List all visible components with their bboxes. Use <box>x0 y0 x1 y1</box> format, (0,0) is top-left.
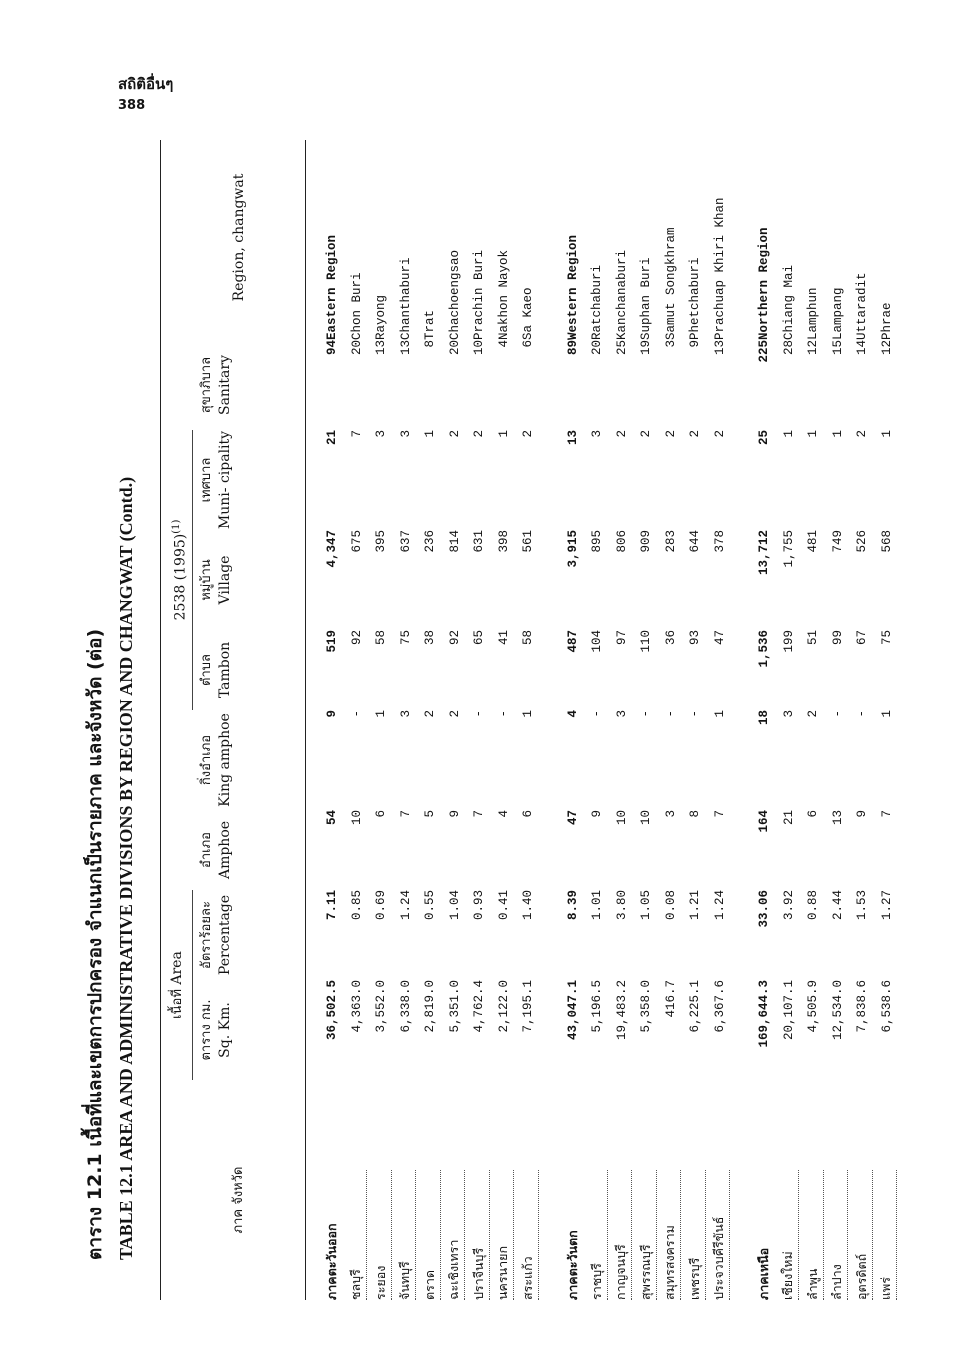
amphoe-count: 6 <box>374 810 389 818</box>
village-count: 749 <box>830 530 845 553</box>
section-label: สถิติอื่นๆ <box>118 75 174 93</box>
area-percentage: 1.24 <box>398 890 413 921</box>
area-sqkm: 20,107.1 <box>781 980 796 1041</box>
area-sqkm: 169,644.3 <box>757 980 772 1048</box>
header-bottom-rule <box>305 140 306 1300</box>
changwat-thai: ภาคเหนือ <box>758 1247 773 1300</box>
changwat-thai: ตราด <box>418 1100 443 1300</box>
area-sqkm: 12,534.0 <box>830 980 845 1041</box>
table-row <box>345 140 370 1300</box>
amphoe-count: 21 <box>781 810 796 826</box>
king-amphoe-count: - <box>590 710 605 718</box>
header-region-english: Region, changwat <box>231 173 247 302</box>
king-amphoe-count: 1 <box>374 710 389 718</box>
changwat-thai: สมุทรสงคราม <box>659 1100 684 1300</box>
table-row <box>708 140 733 1300</box>
king-amphoe-count: 2 <box>447 710 462 718</box>
header-amphoe: อำเภอ Amphoe <box>199 820 233 880</box>
table-row <box>492 140 517 1300</box>
header-year-group: 2538 $(1995)^{(1)}$ <box>171 519 189 621</box>
table-titles <box>80 477 137 1260</box>
sanitary-count: 3 <box>663 340 678 348</box>
municipality-count: 2 <box>663 430 678 438</box>
table-row <box>777 140 802 1300</box>
village-count: 909 <box>639 530 654 553</box>
table-row <box>683 140 708 1300</box>
village-count: 1,755 <box>781 530 796 568</box>
header-area-group: เนื้อที่ Area <box>169 951 185 1019</box>
sanitary-count: 89 <box>565 340 580 356</box>
tambon-count: 199 <box>781 630 796 653</box>
changwat-thai: ประจวบคีรีขันธ์ <box>708 1100 733 1300</box>
amphoe-count: 10 <box>349 810 364 826</box>
tambon-count: 36 <box>663 630 678 646</box>
area-sqkm: 43,047.1 <box>565 980 580 1041</box>
table-row <box>467 140 492 1300</box>
amphoe-count: 13 <box>830 810 845 826</box>
page-number: 388 <box>118 98 146 113</box>
tambon-count: 99 <box>830 630 845 646</box>
sanitary-count: 6 <box>521 340 536 348</box>
changwat-english: Phetchaburi <box>688 257 703 340</box>
amphoe-count: 54 <box>325 810 340 826</box>
area-percentage: 0.93 <box>472 890 487 921</box>
data-table <box>320 140 899 1300</box>
tambon-count: 97 <box>614 630 629 646</box>
village-count: 236 <box>423 530 438 553</box>
top-rule <box>160 140 161 1300</box>
area-sqkm: 4,363.0 <box>349 980 364 1033</box>
municipality-count: 1 <box>496 430 511 438</box>
changwat-thai: สระแก้ว <box>516 1100 541 1300</box>
sanitary-count: 4 <box>496 340 511 348</box>
sanitary-count: 20 <box>349 340 364 356</box>
municipality-count: 7 <box>349 430 364 438</box>
village-count: 526 <box>855 530 870 553</box>
king-amphoe-count: - <box>663 710 678 718</box>
changwat-thai: เชียงใหม่ <box>777 1100 802 1300</box>
amphoe-count: 5 <box>423 810 438 818</box>
king-amphoe-count: 3 <box>781 710 796 718</box>
village-count: 895 <box>590 530 605 553</box>
area-percentage: 3.92 <box>781 890 796 921</box>
sanitary-count: 13 <box>712 340 727 356</box>
changwat-thai: นครนายก <box>492 1100 517 1300</box>
king-amphoe-count: 18 <box>757 710 772 726</box>
tambon-count: 92 <box>447 630 462 646</box>
changwat-thai: กาญจนบุรี <box>610 1100 635 1300</box>
area-sqkm: 6,538.6 <box>879 980 894 1033</box>
municipality-count: 2 <box>614 430 629 438</box>
tambon-count: 58 <box>521 630 536 646</box>
amphoe-count: 47 <box>565 810 580 826</box>
region-total-row <box>752 140 777 1300</box>
sanitary-count: 10 <box>472 340 487 356</box>
amphoe-count: 6 <box>806 810 821 818</box>
changwat-thai: ภาคตะวันตก <box>566 1230 581 1300</box>
municipality-count: 3 <box>398 430 413 438</box>
village-count: 631 <box>472 530 487 553</box>
tambon-count: 104 <box>590 630 605 653</box>
title-thai: ตาราง 12.1 เนื้อที่และเขตการปกครอง จำแนกเป็นรายภาค และจังหวัด (ต่อ) <box>84 628 106 1260</box>
region-total-row <box>561 140 586 1300</box>
municipality-count: 2 <box>688 430 703 438</box>
sanitary-count: 19 <box>639 340 654 356</box>
region-total-row <box>320 140 345 1300</box>
changwat-english: Lamphun <box>806 287 821 340</box>
municipality-count: 1 <box>830 430 845 438</box>
area-percentage: 1.05 <box>639 890 654 921</box>
changwat-thai: ลำพูน <box>801 1100 826 1300</box>
changwat-english: Suphan Buri <box>639 257 654 340</box>
changwat-english: Samut Songkhram <box>663 227 678 340</box>
area-underline <box>192 890 193 1080</box>
table-row <box>850 140 875 1300</box>
sanitary-count: 225 <box>757 340 772 363</box>
area-percentage: 1.04 <box>447 890 462 921</box>
village-count: 3,915 <box>565 530 580 568</box>
amphoe-count: 7 <box>398 810 413 818</box>
municipality-count: 2 <box>472 430 487 438</box>
village-count: 395 <box>374 530 389 553</box>
table-row <box>801 140 826 1300</box>
village-count: 568 <box>879 530 894 553</box>
changwat-thai: จันทบุรี <box>394 1100 419 1300</box>
village-count: 398 <box>496 530 511 553</box>
changwat-english: Trat <box>423 309 438 340</box>
tambon-count: 67 <box>855 630 870 646</box>
amphoe-count: 10 <box>614 810 629 826</box>
king-amphoe-count: 3 <box>398 710 413 718</box>
king-amphoe-count: 9 <box>325 710 340 718</box>
sanitary-count: 15 <box>830 340 845 356</box>
changwat-english: Sa Kaeo <box>521 287 536 340</box>
municipality-count: 3 <box>374 430 389 438</box>
area-sqkm: 4,505.9 <box>806 980 821 1033</box>
tambon-count: 38 <box>423 630 438 646</box>
area-percentage: 2.44 <box>830 890 845 921</box>
year-underline <box>192 430 193 710</box>
village-count: 13,712 <box>757 530 772 576</box>
table-row <box>585 140 610 1300</box>
area-sqkm: 36,502.5 <box>325 980 340 1041</box>
changwat-thai: ชลบุรี <box>345 1100 370 1300</box>
tambon-count: 1,536 <box>757 630 772 668</box>
area-sqkm: 5,196.5 <box>590 980 605 1033</box>
changwat-english: Nakhon Nayok <box>496 249 511 340</box>
tambon-count: 47 <box>712 630 727 646</box>
village-count: 806 <box>614 530 629 553</box>
king-amphoe-count: - <box>639 710 654 718</box>
tambon-count: 75 <box>879 630 894 646</box>
village-count: 4,347 <box>325 530 340 568</box>
municipality-count: 2 <box>521 430 536 438</box>
sanitary-count: 13 <box>374 340 389 356</box>
municipality-count: 2 <box>855 430 870 438</box>
village-count: 481 <box>806 530 821 553</box>
changwat-thai: ฉะเชิงเทรา <box>443 1100 468 1300</box>
sanitary-count: 12 <box>879 340 894 356</box>
changwat-english: Ratchaburi <box>590 264 605 340</box>
municipality-count: 21 <box>325 430 340 446</box>
area-percentage: 1.40 <box>521 890 536 921</box>
village-count: 283 <box>663 530 678 553</box>
area-percentage: 1.27 <box>879 890 894 921</box>
municipality-count: 1 <box>423 430 438 438</box>
village-count: 675 <box>349 530 364 553</box>
changwat-english: Eastern Region <box>325 234 340 340</box>
amphoe-count: 6 <box>521 810 536 818</box>
king-amphoe-count: 3 <box>614 710 629 718</box>
sanitary-count: 8 <box>423 340 438 348</box>
tambon-count: 110 <box>639 630 654 653</box>
area-sqkm: 416.7 <box>663 980 678 1018</box>
area-percentage: 1.21 <box>688 890 703 921</box>
village-count: 637 <box>398 530 413 553</box>
header-percentage: อัตราร้อยละ Percentage <box>199 894 233 976</box>
king-amphoe-count: - <box>688 710 703 718</box>
amphoe-count: 7 <box>712 810 727 818</box>
tambon-count: 75 <box>398 630 413 646</box>
municipality-count: 25 <box>757 430 772 446</box>
village-count: 814 <box>447 530 462 553</box>
tambon-count: 93 <box>688 630 703 646</box>
municipality-count: 3 <box>590 430 605 438</box>
tambon-count: 92 <box>349 630 364 646</box>
amphoe-count: 7 <box>472 810 487 818</box>
table-row <box>659 140 684 1300</box>
changwat-english: Chachoengsao <box>447 249 462 340</box>
municipality-count: 2 <box>639 430 654 438</box>
king-amphoe-count: - <box>472 710 487 718</box>
area-sqkm: 4,762.4 <box>472 980 487 1033</box>
area-sqkm: 3,552.0 <box>374 980 389 1033</box>
area-sqkm: 5,351.0 <box>447 980 462 1033</box>
area-sqkm: 2,819.0 <box>423 980 438 1033</box>
table-row <box>394 140 419 1300</box>
tambon-count: 65 <box>472 630 487 646</box>
table-row <box>826 140 851 1300</box>
amphoe-count: 7 <box>879 810 894 818</box>
tambon-count: 487 <box>565 630 580 653</box>
area-percentage: 0.85 <box>349 890 364 921</box>
area-percentage: 33.06 <box>757 890 772 928</box>
header-municipality: เทศบาล Muni- cipality <box>199 430 233 530</box>
table-row <box>369 140 394 1300</box>
area-sqkm: 7,195.1 <box>521 980 536 1033</box>
header-village: หมู่บ้าน Village <box>199 555 233 605</box>
header-king-amphoe: กิ่งอำเภอ King amphoe <box>199 713 233 807</box>
changwat-english: Prachuap Khiri Khan <box>712 197 727 340</box>
area-percentage: 1.53 <box>855 890 870 921</box>
changwat-thai: ราชบุรี <box>585 1100 610 1300</box>
changwat-thai: เพชรบุรี <box>683 1100 708 1300</box>
tambon-count: 51 <box>806 630 821 646</box>
king-amphoe-count: 4 <box>565 710 580 718</box>
area-sqkm: 6,225.1 <box>688 980 703 1033</box>
group-spacer <box>732 140 752 1300</box>
sanitary-count: 9 <box>688 340 703 348</box>
area-sqkm: 6,367.6 <box>712 980 727 1033</box>
changwat-thai: อุตรดิตถ์ <box>850 1100 875 1300</box>
area-sqkm: 19,483.2 <box>614 980 629 1041</box>
amphoe-count: 4 <box>496 810 511 818</box>
area-sqkm: 7,838.6 <box>855 980 870 1033</box>
changwat-english: Uttaradit <box>855 272 870 340</box>
changwat-english: Phrae <box>879 302 894 340</box>
municipality-count: 1 <box>806 430 821 438</box>
king-amphoe-count: 1 <box>521 710 536 718</box>
table-row <box>610 140 635 1300</box>
king-amphoe-count: 2 <box>806 710 821 718</box>
amphoe-count: 9 <box>447 810 462 818</box>
changwat-english: Western Region <box>565 234 580 340</box>
changwat-english: Kanchanaburi <box>614 249 629 340</box>
changwat-english: Northern Region <box>757 227 772 340</box>
table-row <box>516 140 541 1300</box>
sanitary-count: 25 <box>614 340 629 356</box>
changwat-thai: ลำปาง <box>826 1100 851 1300</box>
changwat-thai: ระยอง <box>369 1100 394 1300</box>
changwat-thai: แพร่ <box>875 1100 900 1300</box>
tambon-count: 41 <box>496 630 511 646</box>
area-percentage: 7.11 <box>325 890 340 921</box>
amphoe-count: 3 <box>663 810 678 818</box>
changwat-thai: ภาคตะวันออก <box>326 1223 341 1300</box>
header-sanitary: สุขาภิบาล Sanitary <box>199 355 233 416</box>
amphoe-count: 9 <box>855 810 870 818</box>
king-amphoe-count: 2 <box>423 710 438 718</box>
area-sqkm: 6,338.0 <box>398 980 413 1033</box>
header-region-thai: ภาค จังหวัด <box>231 1166 246 1234</box>
village-count: 378 <box>712 530 727 553</box>
sanitary-count: 20 <box>590 340 605 356</box>
amphoe-count: 9 <box>590 810 605 818</box>
page-header <box>118 72 173 113</box>
title-english: TABLE 12.1 AREA AND ADMINISTRATIVE DIVISIONS BY REGION AND CHANGWAT (Contd.) <box>116 476 136 1260</box>
area-percentage: 3.80 <box>614 890 629 921</box>
area-sqkm: 2,122.0 <box>496 980 511 1033</box>
king-amphoe-count: - <box>855 710 870 718</box>
changwat-english: Chanthaburi <box>398 257 413 340</box>
changwat-thai: สุพรรณบุรี <box>634 1100 659 1300</box>
area-percentage: 0.55 <box>423 890 438 921</box>
changwat-english: Chon Buri <box>349 272 364 340</box>
municipality-count: 13 <box>565 430 580 446</box>
header-tambon: ตำบล Tambon <box>199 641 233 699</box>
changwat-thai: ปราจีนบุรี <box>467 1100 492 1300</box>
table-row <box>875 140 900 1300</box>
amphoe-count: 164 <box>757 810 772 833</box>
area-percentage: 1.01 <box>590 890 605 921</box>
sanitary-count: 13 <box>398 340 413 356</box>
area-percentage: 0.08 <box>663 890 678 921</box>
area-percentage: 1.24 <box>712 890 727 921</box>
area-percentage: 0.41 <box>496 890 511 921</box>
table-row <box>443 140 468 1300</box>
area-percentage: 8.39 <box>565 890 580 921</box>
amphoe-count: 10 <box>639 810 654 826</box>
group-spacer <box>541 140 561 1300</box>
king-amphoe-count: 1 <box>879 710 894 718</box>
table-row <box>634 140 659 1300</box>
sanitary-count: 12 <box>806 340 821 356</box>
changwat-english: Rayong <box>374 294 389 340</box>
municipality-count: 2 <box>712 430 727 438</box>
sanitary-count: 20 <box>447 340 462 356</box>
sanitary-count: 28 <box>781 340 796 356</box>
rotated-table-page <box>80 120 895 1320</box>
village-count: 644 <box>688 530 703 553</box>
table-row <box>418 140 443 1300</box>
sanitary-count: 14 <box>855 340 870 356</box>
king-amphoe-count: - <box>349 710 364 718</box>
header-sqkm: ตาราง กม. Sq. Km. <box>199 999 233 1061</box>
tambon-count: 519 <box>325 630 340 653</box>
changwat-english: Chiang Mai <box>781 264 796 340</box>
area-percentage: 0.88 <box>806 890 821 921</box>
king-amphoe-count: - <box>830 710 845 718</box>
amphoe-count: 8 <box>688 810 703 818</box>
changwat-english: Lampang <box>830 287 845 340</box>
village-count: 561 <box>521 530 536 553</box>
area-percentage: 0.69 <box>374 890 389 921</box>
king-amphoe-count: 1 <box>712 710 727 718</box>
tambon-count: 58 <box>374 630 389 646</box>
sanitary-count: 94 <box>325 340 340 356</box>
king-amphoe-count: - <box>496 710 511 718</box>
municipality-count: 2 <box>447 430 462 438</box>
municipality-count: 1 <box>781 430 796 438</box>
changwat-english: Prachin Buri <box>472 249 487 340</box>
municipality-count: 1 <box>879 430 894 438</box>
area-sqkm: 5,358.0 <box>639 980 654 1033</box>
